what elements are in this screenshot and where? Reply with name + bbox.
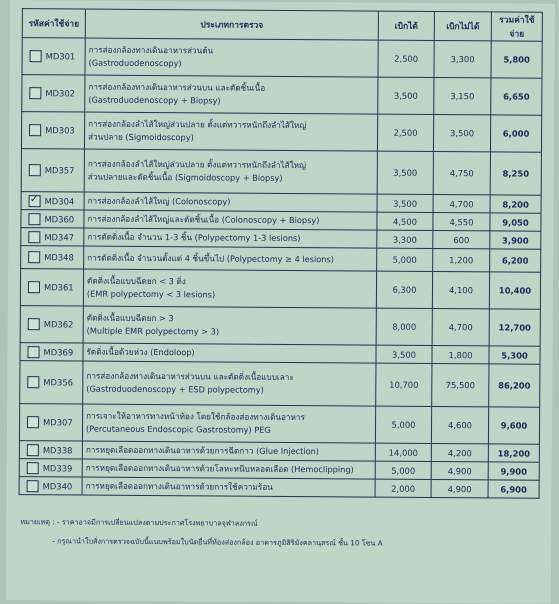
procedure-description [83, 306, 376, 345]
endoscopy-fee-table [19, 8, 543, 499]
document-page [6, 0, 555, 604]
reimbursable-amount: 5,000 [377, 248, 433, 271]
procedure-code: MD303 [45, 125, 75, 136]
procedure-name-english: (Gastroduodenoscopy) [88, 57, 182, 69]
procedure-name: การส่องกล้องทางเดินอาหารส่วนบน และตัดติ่งเนื้อแบบเลาะ [86, 370, 294, 382]
procedure-name-english: ส่วนปลายและตัดชิ้นเนื้อ (Sigmoidoscopy + Biopsy) [87, 171, 283, 183]
row-code-cell [20, 269, 83, 306]
procedure-code: MD304 [44, 195, 75, 206]
row-code-cell [21, 210, 84, 228]
non-reimbursable-amount: 3,150 [434, 77, 491, 114]
non-reimbursable-amount: 1,200 [433, 248, 490, 271]
procedure-checkbox[interactable] [27, 462, 39, 474]
table-row [22, 38, 542, 79]
procedure-name: การตัดติ่งเนื้อ จำนวนตั้งแต่ 4 ชิ้นขึ้นไป (Polypectomy ≥ 4 lesions) [87, 252, 334, 264]
procedure-checkbox[interactable] [30, 50, 42, 62]
procedure-code: MD340 [42, 480, 73, 491]
non-reimbursable-amount: 4,900 [431, 461, 488, 479]
row-code-cell [21, 112, 84, 149]
row-code-cell [22, 75, 85, 112]
row-code-cell [22, 38, 85, 75]
non-reimbursable-amount: 75,500 [432, 363, 489, 406]
procedure-description [83, 361, 376, 406]
total-amount: 86,200 [489, 364, 540, 407]
procedure-checkbox[interactable] [29, 87, 41, 99]
reimbursable-amount: 3,500 [378, 77, 434, 114]
table-row [22, 75, 542, 116]
table-row [20, 361, 540, 408]
reimbursable-amount: 14,000 [375, 443, 431, 461]
procedure-checkbox[interactable] [27, 444, 39, 456]
procedure-name: การส่องกล้องทางเดินอาหารส่วนบน และตัดชิ้นเนื้อ [88, 81, 266, 93]
total-amount: 6,900 [488, 480, 539, 498]
header-reimbursable: เบิกได้ [378, 11, 434, 40]
total-amount: 8,250 [490, 152, 541, 195]
table-header-row [22, 9, 542, 42]
procedure-name-english: (EMR polypectomy < 3 lesions) [86, 288, 216, 300]
header-non-reimbursable: เบิกไม่ได้ [434, 11, 491, 40]
procedure-checkbox[interactable] [28, 231, 40, 243]
procedure-checkbox[interactable] [27, 480, 39, 492]
procedure-description [84, 210, 377, 230]
total-amount: 6,200 [490, 249, 541, 272]
procedure-checkbox[interactable] [28, 318, 40, 330]
reimbursable-amount: 4,500 [377, 212, 433, 230]
procedure-description [83, 343, 376, 363]
procedure-name: การหยุดเลือดออกทางเดินอาหารด้วยการใช้ความร้อน [85, 480, 273, 492]
row-code-cell [19, 477, 82, 495]
reimbursable-amount: 10,700 [376, 363, 432, 406]
procedure-name: การเจาะให้อาหารทางหน้าท้อง โดยใช้กล้องส่องทางเดินอาหาร [86, 410, 305, 423]
reimbursable-amount: 5,000 [375, 461, 431, 479]
procedure-checkbox[interactable] [29, 124, 41, 136]
procedure-name: ตัดติ่งเนื้อแบบฉีดยก > 3 [86, 312, 174, 324]
procedure-description [84, 149, 377, 194]
procedure-name: การส่องกล้องลำไส้ใหญ่ (Colonoscopy) [87, 195, 231, 207]
procedure-description [85, 75, 378, 114]
reimbursable-amount: 3,500 [377, 151, 433, 194]
total-amount: 3,900 [490, 231, 541, 249]
table-row [21, 149, 541, 196]
procedure-name: การหยุดเลือดออกทางเดินอาหารด้วยการฉีดกาว (Glue Injection) [85, 444, 320, 457]
row-code-cell [21, 228, 84, 246]
non-reimbursable-amount: 4,100 [432, 271, 489, 308]
procedure-code: MD361 [43, 282, 74, 293]
reimbursable-amount: 3,500 [376, 345, 432, 363]
total-amount: 9,900 [488, 462, 539, 480]
procedure-name-english: (Percutaneous Endoscopic Gastrostomy) PEG [85, 423, 271, 435]
table-row [19, 477, 539, 499]
total-amount: 9,600 [488, 407, 539, 444]
row-code-cell [21, 246, 84, 269]
procedure-name: ตัดติ่งเนื้อแบบฉีดยก < 3 ติ่ง [87, 275, 186, 287]
row-code-cell [21, 192, 84, 210]
procedure-name: การตัดติ่งเนื้อ จำนวน 1-3 ชิ้น (Polypectomy 1-3 lesions) [87, 231, 301, 244]
table-row [21, 112, 541, 153]
procedure-description [83, 269, 376, 308]
header-procedure: ประเภทการตรวจ [85, 9, 378, 40]
note-appointment: - กรุณานำใบสั่งการตรวจฉบับนี้แนบพร้อมใบนัดยื่นที่ห้องส่องกล้อง อาคารภูมิสิริมังคลานุสรณ์ ชั้น 10 โซน A [52, 536, 383, 548]
procedure-name-english: (Multiple EMR polypectomy > 3) [86, 325, 220, 337]
total-amount: 5,800 [491, 41, 542, 78]
procedure-name: การส่องกล้องลำไส้ใหญ่และตัดชิ้นเนื้อ (Colonoscopy + Biopsy) [87, 213, 320, 226]
procedure-code: MD302 [45, 88, 76, 99]
procedure-name: รัดติ่งเนื้อด้วยห่วง (Endoloop) [86, 346, 195, 358]
procedure-name-english: (Gastroduodenoscopy + ESD polypectomy) [86, 383, 264, 395]
row-code-cell [19, 441, 82, 459]
row-code-cell [21, 149, 84, 192]
procedure-code: MD356 [43, 377, 74, 388]
reimbursable-amount: 3,300 [377, 230, 433, 248]
procedure-code: MD360 [44, 213, 75, 224]
reimbursable-amount: 2,500 [378, 40, 434, 77]
table-row [20, 306, 540, 347]
procedure-code: MD357 [44, 165, 75, 176]
non-reimbursable-amount: 1,800 [432, 345, 489, 363]
procedure-name: การส่องกล้องลำไส้ใหญ่ส่วนปลาย ตั้งแต่ทวารหนักถึงลำไส้ใหญ่ [87, 158, 307, 171]
procedure-description [82, 459, 375, 479]
procedure-description [84, 192, 377, 212]
total-amount: 8,200 [490, 195, 541, 213]
non-reimbursable-amount: 4,200 [431, 443, 488, 461]
procedure-checkbox[interactable] [29, 195, 41, 207]
non-reimbursable-amount: 4,900 [431, 479, 488, 497]
procedure-name: การหยุดเลือดออกทางเดินอาหารด้วยโลหะหนีบหลอดเลือด (Hemoclipping) [85, 462, 354, 475]
procedure-checkbox[interactable] [28, 251, 40, 263]
non-reimbursable-amount: 4,750 [433, 151, 490, 194]
row-code-cell [20, 361, 83, 404]
non-reimbursable-amount: 4,700 [433, 194, 490, 212]
table-row [20, 269, 540, 310]
total-amount: 5,300 [489, 346, 540, 364]
procedure-checkbox[interactable] [27, 376, 39, 388]
procedure-checkbox[interactable] [29, 164, 41, 176]
total-amount: 6,650 [491, 78, 542, 115]
procedure-code: MD338 [42, 444, 73, 455]
total-amount: 9,050 [490, 213, 541, 231]
reimbursable-amount: 2,500 [377, 114, 433, 151]
procedure-description [85, 38, 378, 77]
reimbursable-amount: 2,000 [375, 479, 431, 497]
procedure-name-english: (Gastroduodenoscopy + Biopsy) [88, 94, 221, 106]
procedure-name-english: ส่วนปลาย (Sigmoidoscopy) [88, 131, 194, 143]
row-code-cell [20, 306, 83, 343]
table-row [19, 404, 539, 445]
procedure-code: MD339 [42, 462, 73, 473]
procedure-code: MD347 [44, 231, 75, 242]
procedure-checkbox[interactable] [28, 213, 40, 225]
procedure-code: MD301 [45, 51, 76, 62]
procedure-code: MD362 [43, 319, 74, 330]
total-amount: 18,200 [488, 444, 539, 462]
non-reimbursable-amount: 3,500 [433, 114, 490, 151]
row-code-cell [19, 459, 82, 477]
procedure-description [84, 112, 377, 151]
header-total: รวมค่าใช้จ่าย [491, 12, 542, 41]
procedure-checkbox[interactable] [28, 346, 40, 358]
non-reimbursable-amount: 4,700 [432, 308, 489, 345]
reimbursable-amount: 5,000 [375, 406, 431, 443]
total-amount: 10,400 [489, 272, 540, 309]
procedure-code: MD348 [44, 252, 74, 263]
non-reimbursable-amount: 4,550 [433, 212, 490, 230]
procedure-description [82, 404, 375, 443]
header-code: รหัสค่าใช้จ่าย [22, 9, 85, 38]
procedure-name: การส่องกล้องทางเดินอาหารส่วนต้น [88, 44, 214, 56]
procedure-checkbox[interactable] [28, 281, 40, 293]
procedure-code: MD307 [43, 417, 73, 428]
procedure-description [84, 246, 377, 271]
reimbursable-amount: 3,500 [377, 194, 433, 212]
non-reimbursable-amount: 600 [433, 230, 490, 248]
reimbursable-amount: 6,300 [376, 271, 432, 308]
non-reimbursable-amount: 3,300 [434, 40, 491, 77]
total-amount: 12,700 [489, 309, 540, 346]
total-amount: 6,000 [490, 115, 541, 152]
note-price-change: หมายเหตุ : - ราคาอาจมีการเปลี่ยนแปลงตามประกาศโรงพยาบาลจุฬาลงกรณ์ [20, 517, 258, 528]
non-reimbursable-amount: 4,600 [431, 406, 488, 443]
procedure-description [84, 228, 377, 248]
procedure-description [82, 477, 375, 497]
procedure-description [82, 441, 375, 461]
procedure-code: MD369 [43, 346, 74, 357]
procedure-name: การส่องกล้องลำไส้ใหญ่ส่วนปลาย ตั้งแต่ทวารหนักถึงลำไส้ใหญ่ [88, 118, 307, 131]
row-code-cell [20, 343, 83, 361]
row-code-cell [19, 404, 82, 441]
notes [20, 512, 540, 554]
procedure-checkbox[interactable] [27, 416, 39, 428]
reimbursable-amount: 8,000 [376, 308, 432, 345]
